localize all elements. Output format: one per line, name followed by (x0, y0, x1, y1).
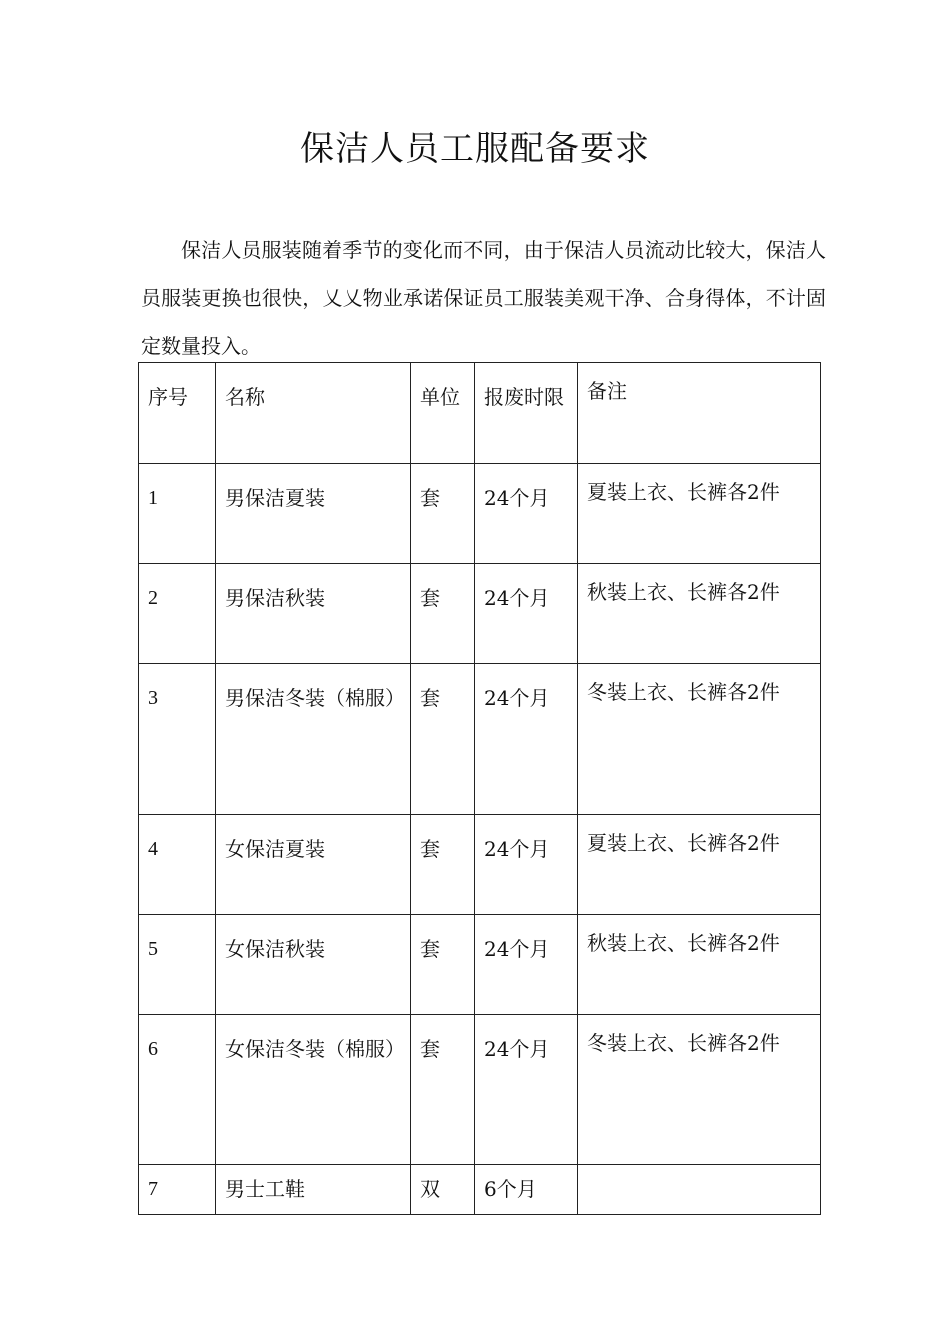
row-index: 3 (139, 664, 216, 815)
row-name: 男保洁夏装 (216, 464, 411, 564)
table-row (139, 664, 821, 815)
page-title: 保洁人员工服配备要求 (300, 128, 650, 169)
table-row (139, 1015, 821, 1165)
header-name: 名称 (216, 363, 411, 464)
row-period: 24个月 (475, 915, 578, 1015)
row-unit: 套 (411, 1015, 475, 1165)
row-note: 冬装上衣、长裤各2件 (578, 1015, 821, 1165)
row-index: 1 (139, 464, 216, 564)
table-row (139, 815, 821, 915)
row-unit: 套 (411, 915, 475, 1015)
header-unit: 单位 (411, 363, 475, 464)
row-name: 男士工鞋 (216, 1165, 411, 1215)
row-period: 6个月 (475, 1165, 578, 1215)
row-note: 冬装上衣、长裤各2件 (578, 664, 821, 815)
row-note: 秋装上衣、长裤各2件 (578, 915, 821, 1015)
row-period: 24个月 (475, 564, 578, 664)
row-period: 24个月 (475, 815, 578, 915)
row-index: 5 (139, 915, 216, 1015)
row-unit: 双 (411, 1165, 475, 1215)
row-note: 夏装上衣、长裤各2件 (578, 464, 821, 564)
table-header-row (139, 363, 821, 464)
table-row (139, 464, 821, 564)
header-period: 报废时限 (475, 363, 578, 464)
row-index: 4 (139, 815, 216, 915)
row-note: 夏装上衣、长裤各2件 (578, 815, 821, 915)
row-index: 2 (139, 564, 216, 664)
row-unit: 套 (411, 664, 475, 815)
row-name: 女保洁夏装 (216, 815, 411, 915)
row-name: 男保洁秋装 (216, 564, 411, 664)
table-row (139, 1165, 821, 1215)
row-name: 男保洁冬装（棉服） (216, 664, 411, 815)
row-index: 6 (139, 1015, 216, 1165)
table-row (139, 564, 821, 664)
row-period: 24个月 (475, 1015, 578, 1165)
row-unit: 套 (411, 464, 475, 564)
table-row (139, 915, 821, 1015)
row-unit: 套 (411, 815, 475, 915)
row-note: 秋装上衣、长裤各2件 (578, 564, 821, 664)
row-period: 24个月 (475, 464, 578, 564)
header-index: 序号 (139, 363, 216, 464)
row-unit: 套 (411, 564, 475, 664)
row-name: 女保洁冬装（棉服） (216, 1015, 411, 1165)
row-note (578, 1165, 821, 1215)
row-index: 7 (139, 1165, 216, 1215)
uniform-table (138, 362, 821, 1215)
row-name: 女保洁秋装 (216, 915, 411, 1015)
row-period: 24个月 (475, 664, 578, 815)
intro-paragraph: 保洁人员服装随着季节的变化而不同，由于保洁人员流动比较大，保洁人员服装更换也很快，乂乂物业承诺保证员工服装美观干净、合身得体，不计固定数量投入。 (141, 238, 826, 358)
header-note: 备注 (578, 363, 821, 464)
